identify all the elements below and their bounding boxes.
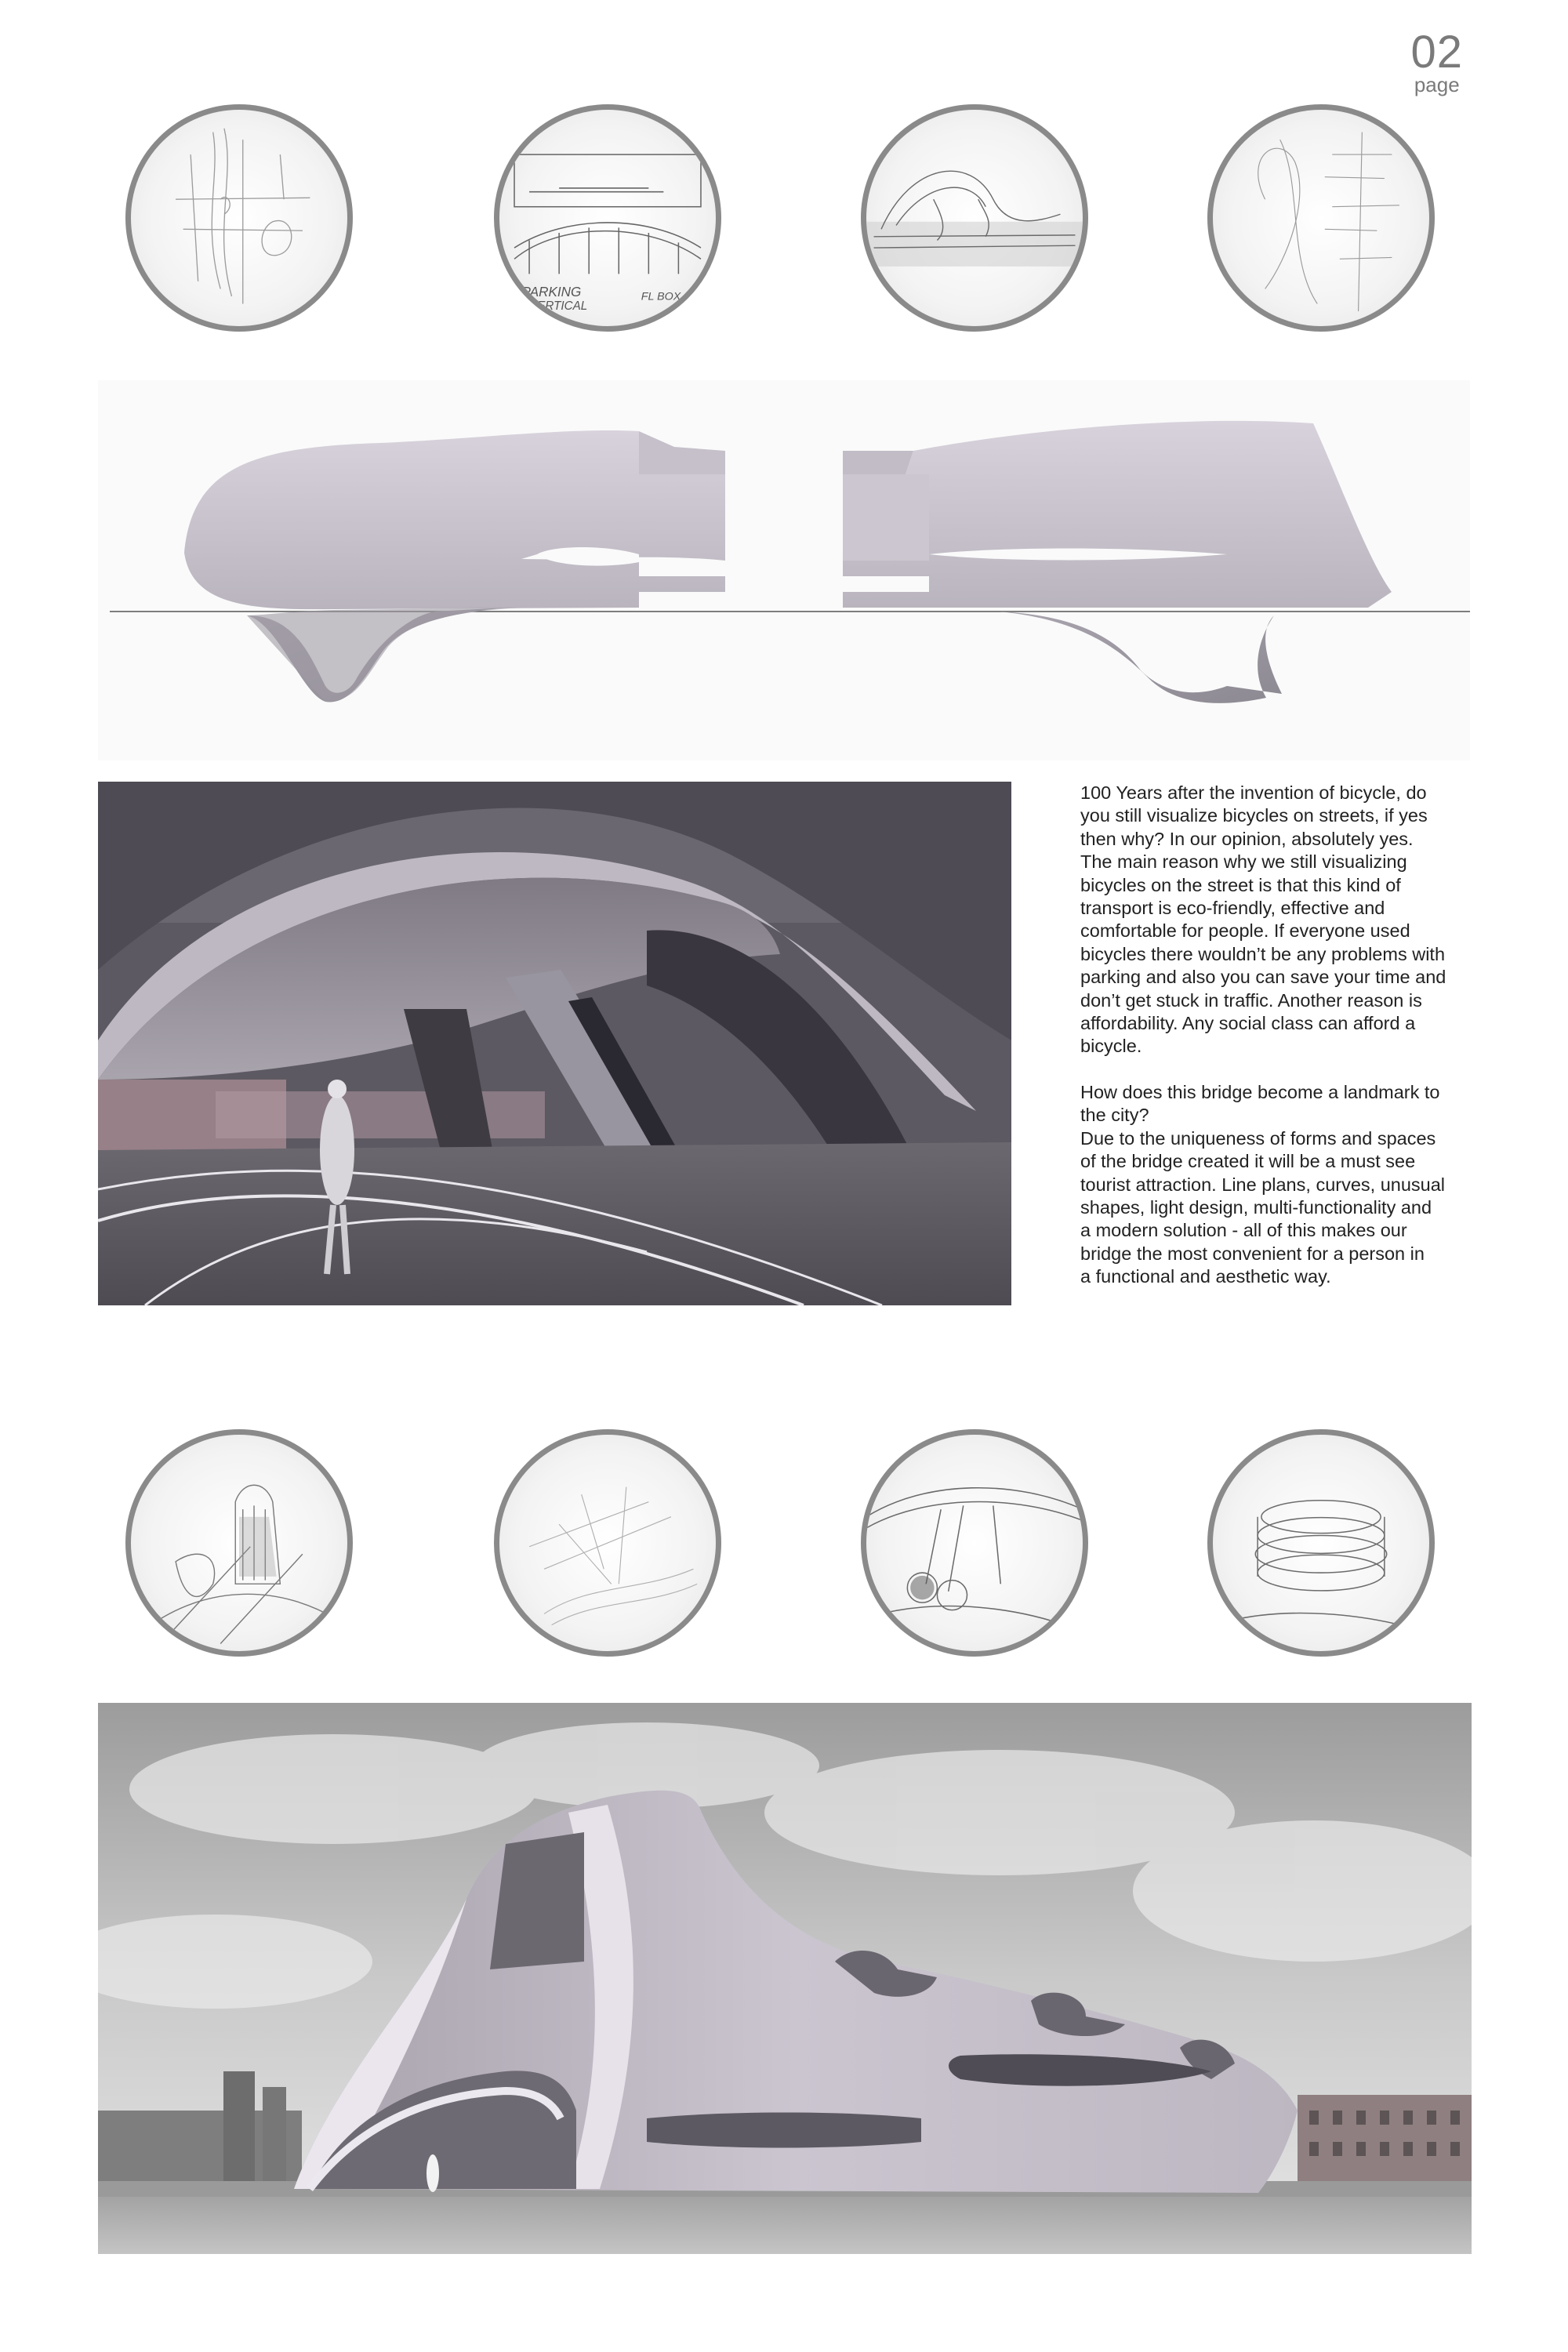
bridge-exterior-render-icon xyxy=(98,1703,1472,2254)
tower-sketch-icon xyxy=(125,1429,353,1657)
concept-notes-sketch-icon xyxy=(1207,104,1435,332)
description-paragraph-2: How does this bridge become a landmark to the city? Due to the uniqueness of forms and spaces of the bridge created it will be a must see tourist attraction. Line plans, curves, unusual shapes, light design, multi-functionality and a modern solution - all of this makes our bridge the most convenient for a person in a functional and aesthetic way. xyxy=(1080,1081,1446,1287)
plan-sketch-icon xyxy=(125,104,353,332)
bridge-section-sketch-icon xyxy=(494,104,721,332)
page-number xyxy=(1410,27,1463,96)
spiral-ramp-sketch-icon xyxy=(1207,1429,1435,1657)
svg-text:FL BOX: FL BOX xyxy=(641,290,681,303)
svg-text:PARKING: PARKING xyxy=(521,283,582,299)
description-paragraph-1: 100 Years after the invention of bicycle, do you still visualize bicycles on streets, if yes then why? In our opinion, absolutely yes. The main reason why we still visualizing bicycles on the street is that this kind of transport is eco-friendly, effective and comfortable for people. If everyone used bicycles there wouldn’t be any problems with parking and also you can save your time and don’t get stuck in traffic. Another reason is affordability. Any social class can afford a bicycle. xyxy=(1080,782,1446,1057)
line-study-sketch-icon xyxy=(494,1429,721,1657)
page-number-value: 02 xyxy=(1410,27,1463,78)
page-number-label: page xyxy=(1414,73,1460,96)
bicycle-parking-sketch-icon xyxy=(861,1429,1088,1657)
svg-text:VERTICAL: VERTICAL xyxy=(529,299,588,314)
bridge-interior-render-icon xyxy=(98,782,1011,1305)
bridge-elevation-render-icon xyxy=(98,380,1470,760)
bridge-perspective-sketch-icon xyxy=(861,104,1088,332)
description-text xyxy=(1080,782,1488,1312)
